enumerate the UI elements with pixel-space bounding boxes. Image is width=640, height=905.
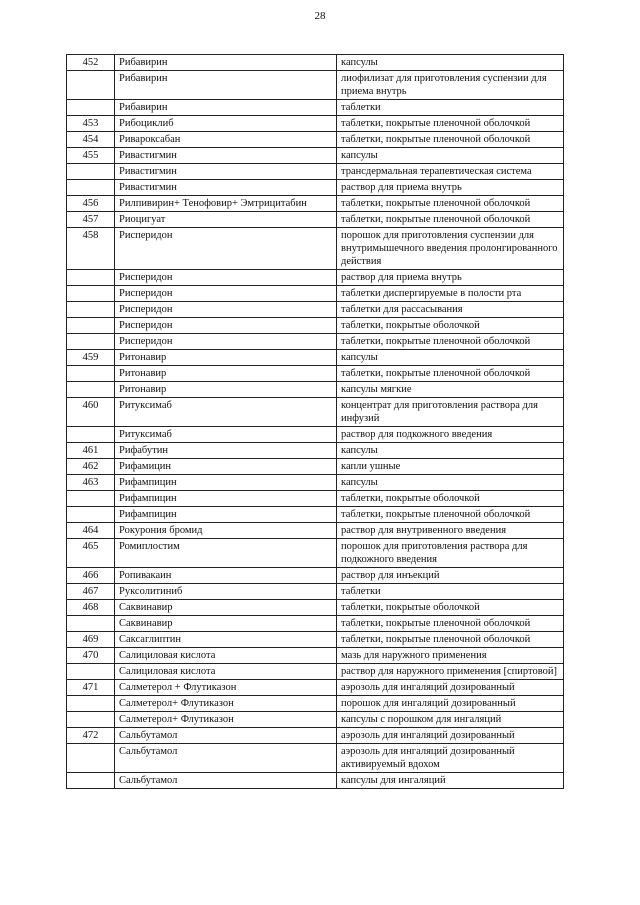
table-row (67, 270, 564, 286)
drug-name-cell: Салметерол + Флутиказон (115, 680, 337, 696)
row-number-cell: 453 (67, 116, 115, 132)
table-row (67, 132, 564, 148)
table-row (67, 286, 564, 302)
row-number-cell (67, 712, 115, 728)
drug-name-cell: Рисперидон (115, 228, 337, 270)
dosage-form-cell: таблетки, покрытые пленочной оболочкой (337, 366, 564, 382)
table-row (67, 302, 564, 318)
row-number-cell: 452 (67, 55, 115, 71)
drug-name-cell: Ривастигмин (115, 180, 337, 196)
row-number-cell: 466 (67, 568, 115, 584)
row-number-cell (67, 427, 115, 443)
dosage-form-cell: раствор для внутривенного введения (337, 523, 564, 539)
row-number-cell: 461 (67, 443, 115, 459)
dosage-form-cell: таблетки, покрытые оболочкой (337, 318, 564, 334)
drug-name-cell: Рифабутин (115, 443, 337, 459)
dosage-form-cell: капли ушные (337, 459, 564, 475)
drug-name-cell: Рибавирин (115, 100, 337, 116)
table-row (67, 350, 564, 366)
table-row (67, 334, 564, 350)
table-row (67, 382, 564, 398)
table-row (67, 100, 564, 116)
drug-name-cell: Риоцигуат (115, 212, 337, 228)
row-number-cell (67, 100, 115, 116)
row-number-cell (67, 696, 115, 712)
table-row (67, 712, 564, 728)
drug-table-body (67, 55, 564, 789)
dosage-form-cell: таблетки, покрытые пленочной оболочкой (337, 116, 564, 132)
dosage-form-cell: капсулы с порошком для ингаляций (337, 712, 564, 728)
table-row (67, 196, 564, 212)
row-number-cell: 472 (67, 728, 115, 744)
drug-name-cell: Ривастигмин (115, 148, 337, 164)
dosage-form-cell: капсулы (337, 55, 564, 71)
dosage-form-cell: трансдермальная терапевтическая система (337, 164, 564, 180)
dosage-form-cell: таблетки диспергируемые в полости рта (337, 286, 564, 302)
drug-name-cell: Рисперидон (115, 286, 337, 302)
dosage-form-cell: таблетки, покрытые пленочной оболочкой (337, 196, 564, 212)
table-row (67, 744, 564, 773)
row-number-cell (67, 664, 115, 680)
table-row (67, 568, 564, 584)
table-row (67, 648, 564, 664)
drug-name-cell: Сальбутамол (115, 728, 337, 744)
row-number-cell (67, 616, 115, 632)
table-row (67, 459, 564, 475)
drug-name-cell: Саквинавир (115, 600, 337, 616)
drug-name-cell: Рисперидон (115, 318, 337, 334)
drug-name-cell: Рифампицин (115, 507, 337, 523)
row-number-cell: 456 (67, 196, 115, 212)
row-number-cell (67, 71, 115, 100)
drug-name-cell: Рибавирин (115, 55, 337, 71)
row-number-cell: 460 (67, 398, 115, 427)
drug-name-cell: Руксолитиниб (115, 584, 337, 600)
drug-name-cell: Салметерол+ Флутиказон (115, 712, 337, 728)
table-row (67, 212, 564, 228)
dosage-form-cell: капсулы мягкие (337, 382, 564, 398)
dosage-form-cell: аэрозоль для ингаляций дозированный активируемый вдохом (337, 744, 564, 773)
dosage-form-cell: мазь для наружного применения (337, 648, 564, 664)
dosage-form-cell: таблетки, покрытые пленочной оболочкой (337, 616, 564, 632)
dosage-form-cell: таблетки, покрытые пленочной оболочкой (337, 334, 564, 350)
row-number-cell: 469 (67, 632, 115, 648)
row-number-cell: 459 (67, 350, 115, 366)
dosage-form-cell: таблетки для рассасывания (337, 302, 564, 318)
row-number-cell (67, 334, 115, 350)
dosage-form-cell: раствор для инъекций (337, 568, 564, 584)
table-row (67, 664, 564, 680)
table-row (67, 539, 564, 568)
table-row (67, 443, 564, 459)
dosage-form-cell: таблетки, покрытые пленочной оболочкой (337, 507, 564, 523)
drug-name-cell: Ритонавир (115, 366, 337, 382)
drug-name-cell: Рисперидон (115, 270, 337, 286)
dosage-form-cell: концентрат для приготовления раствора для инфузий (337, 398, 564, 427)
dosage-form-cell: таблетки (337, 584, 564, 600)
table-row (67, 427, 564, 443)
drug-name-cell: Ритуксимаб (115, 398, 337, 427)
drug-name-cell: Ромиплостим (115, 539, 337, 568)
table-row (67, 728, 564, 744)
table-row (67, 71, 564, 100)
row-number-cell (67, 491, 115, 507)
dosage-form-cell: порошок для ингаляций дозированный (337, 696, 564, 712)
drug-name-cell: Сальбутамол (115, 773, 337, 789)
table-row (67, 491, 564, 507)
dosage-form-cell: лиофилизат для приготовления суспензии для приема внутрь (337, 71, 564, 100)
drug-name-cell: Рисперидон (115, 334, 337, 350)
row-number-cell: 458 (67, 228, 115, 270)
row-number-cell: 457 (67, 212, 115, 228)
row-number-cell: 462 (67, 459, 115, 475)
row-number-cell (67, 507, 115, 523)
row-number-cell: 464 (67, 523, 115, 539)
dosage-form-cell: капсулы (337, 475, 564, 491)
row-number-cell: 465 (67, 539, 115, 568)
drug-name-cell: Ривастигмин (115, 164, 337, 180)
drug-name-cell: Рифамицин (115, 459, 337, 475)
row-number-cell (67, 286, 115, 302)
drug-name-cell: Сальбутамол (115, 744, 337, 773)
row-number-cell (67, 366, 115, 382)
row-number-cell: 468 (67, 600, 115, 616)
table-row (67, 318, 564, 334)
drug-name-cell: Рифампицин (115, 491, 337, 507)
dosage-form-cell: капсулы (337, 350, 564, 366)
table-row (67, 366, 564, 382)
drug-name-cell: Рифампицин (115, 475, 337, 491)
drug-name-cell: Ритонавир (115, 350, 337, 366)
dosage-form-cell: аэрозоль для ингаляций дозированный (337, 680, 564, 696)
drug-name-cell: Ритонавир (115, 382, 337, 398)
row-number-cell (67, 302, 115, 318)
table-row (67, 228, 564, 270)
drug-name-cell: Салициловая кислота (115, 648, 337, 664)
dosage-form-cell: раствор для наружного применения [спиртовой] (337, 664, 564, 680)
table-row (67, 584, 564, 600)
table-row (67, 180, 564, 196)
drug-name-cell: Саквинавир (115, 616, 337, 632)
table-row (67, 475, 564, 491)
dosage-form-cell: порошок для приготовления раствора для подкожного введения (337, 539, 564, 568)
drug-name-cell: Рибавирин (115, 71, 337, 100)
table-row (67, 55, 564, 71)
drug-name-cell: Саксаглиптин (115, 632, 337, 648)
dosage-form-cell: раствор для приема внутрь (337, 180, 564, 196)
row-number-cell: 463 (67, 475, 115, 491)
dosage-form-cell: таблетки (337, 100, 564, 116)
row-number-cell: 455 (67, 148, 115, 164)
table-row (67, 398, 564, 427)
drug-name-cell: Ритуксимаб (115, 427, 337, 443)
table-row (67, 507, 564, 523)
table-row (67, 116, 564, 132)
dosage-form-cell: раствор для подкожного введения (337, 427, 564, 443)
row-number-cell (67, 270, 115, 286)
table-row (67, 680, 564, 696)
table-row (67, 523, 564, 539)
row-number-cell (67, 318, 115, 334)
row-number-cell (67, 164, 115, 180)
drug-name-cell: Рокурония бромид (115, 523, 337, 539)
dosage-form-cell: таблетки, покрытые пленочной оболочкой (337, 132, 564, 148)
drug-name-cell: Салметерол+ Флутиказон (115, 696, 337, 712)
drug-table (66, 54, 564, 789)
drug-name-cell: Салициловая кислота (115, 664, 337, 680)
dosage-form-cell: капсулы для ингаляций (337, 773, 564, 789)
table-row (67, 148, 564, 164)
row-number-cell (67, 180, 115, 196)
dosage-form-cell: раствор для приема внутрь (337, 270, 564, 286)
drug-name-cell: Рилпивирин+ Тенофовир+ Эмтрицитабин (115, 196, 337, 212)
dosage-form-cell: таблетки, покрытые пленочной оболочкой (337, 212, 564, 228)
row-number-cell: 454 (67, 132, 115, 148)
row-number-cell (67, 744, 115, 773)
drug-name-cell: Ропивакаин (115, 568, 337, 584)
row-number-cell (67, 773, 115, 789)
dosage-form-cell: порошок для приготовления суспензии для внутримышечного введения пролонгированного действия (337, 228, 564, 270)
table-row (67, 773, 564, 789)
dosage-form-cell: таблетки, покрытые пленочной оболочкой (337, 632, 564, 648)
row-number-cell: 470 (67, 648, 115, 664)
table-row (67, 600, 564, 616)
table-row (67, 616, 564, 632)
page-number: 28 (314, 10, 326, 22)
row-number-cell (67, 382, 115, 398)
drug-name-cell: Рибоциклиб (115, 116, 337, 132)
dosage-form-cell: таблетки, покрытые оболочкой (337, 491, 564, 507)
drug-name-cell: Ривароксабан (115, 132, 337, 148)
drug-name-cell: Рисперидон (115, 302, 337, 318)
table-row (67, 632, 564, 648)
dosage-form-cell: капсулы (337, 443, 564, 459)
dosage-form-cell: таблетки, покрытые оболочкой (337, 600, 564, 616)
row-number-cell: 471 (67, 680, 115, 696)
table-row (67, 164, 564, 180)
dosage-form-cell: капсулы (337, 148, 564, 164)
dosage-form-cell: аэрозоль для ингаляций дозированный (337, 728, 564, 744)
table-row (67, 696, 564, 712)
row-number-cell: 467 (67, 584, 115, 600)
